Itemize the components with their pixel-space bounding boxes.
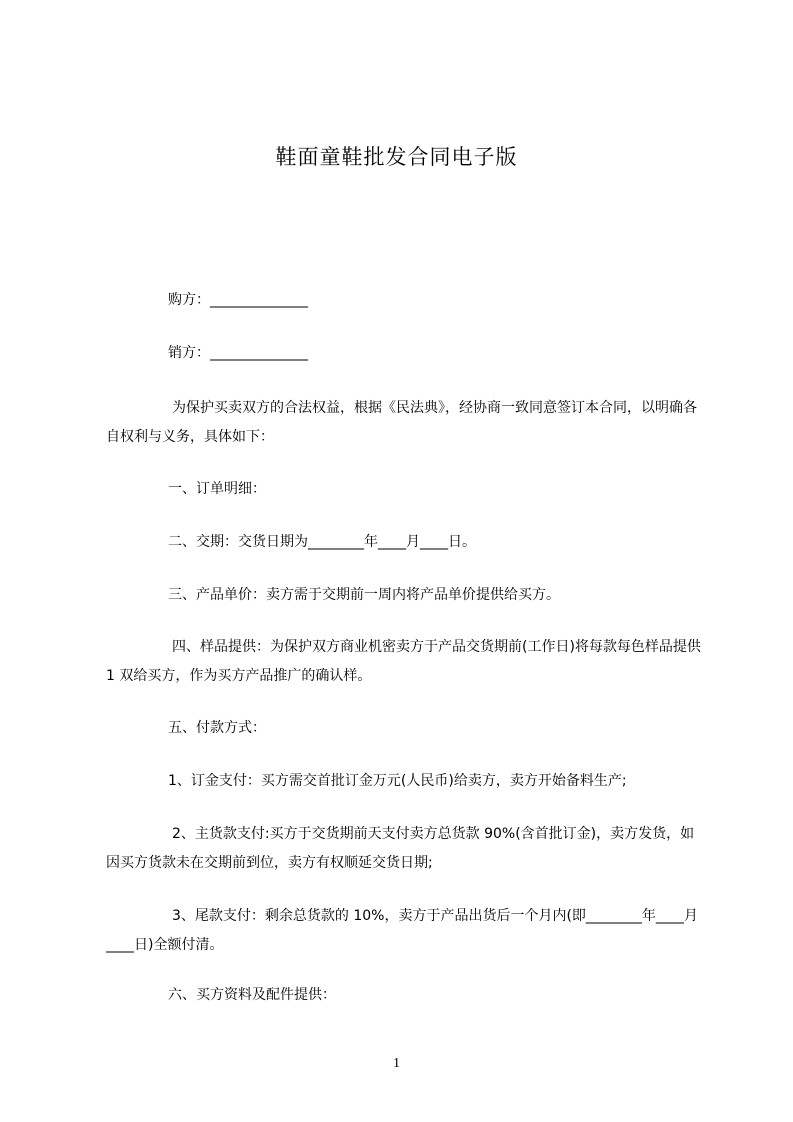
section-samples: 四、样品提供：为保护双方商业机密卖方于产品交货期前(工作日)将每款每色样品提供 1 双给买方，作为买方产品推广的确认样。 bbox=[106, 639, 701, 684]
page-number: 1 bbox=[393, 1056, 400, 1071]
document-title: 鞋面童鞋批发合同电子版 bbox=[275, 145, 518, 169]
payment-item-balance: 3、尾款支付：剩余总货款的 10%，卖方于产品出货后一个月内(即________年____月____日)全额付清。 bbox=[106, 908, 698, 953]
payment-item-main: 2、主货款支付:买方于交货期前天支付卖方总货款 90%(含首批订金)，卖方发货，如因买方货款未在交期前到位，卖方有权顺延交货日期; bbox=[106, 826, 695, 871]
section-payment-method: 五、付款方式： bbox=[168, 720, 266, 736]
section-order-details: 一、订单明细： bbox=[168, 481, 266, 497]
intro-paragraph: 为保护买卖双方的合法权益，根据《民法典》，经协商一致同意签订本合同，以明确各自权利与义务，具体如下： bbox=[106, 400, 697, 445]
seller-line: 销方：______________ bbox=[168, 345, 308, 361]
payment-item-deposit: 1、订金支付：买方需交首批订金万元(人民币)给卖方，卖方开始备料生产; bbox=[168, 773, 627, 789]
section-buyer-materials: 六、买方资料及配件提供： bbox=[168, 987, 336, 1003]
section-delivery-date: 二、交期：交货日期为________年____月____日。 bbox=[168, 534, 476, 550]
section-unit-price: 三、产品单价：卖方需于交期前一周内将产品单价提供给买方。 bbox=[168, 587, 560, 603]
buyer-line: 购方：______________ bbox=[168, 292, 308, 308]
